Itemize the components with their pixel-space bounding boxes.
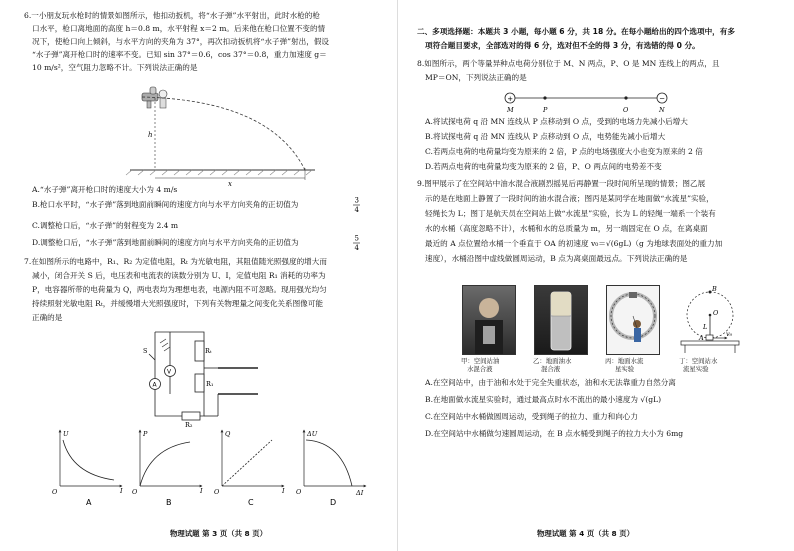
graph-b-x: I (200, 487, 203, 495)
q9-option-d: D.在空间站中水桶做匀速圆周运动，在 B 点水桶受到绳子的拉力大小为 6mg (425, 429, 684, 438)
point-b: B (712, 285, 717, 293)
q7-line: 正确的是 (32, 313, 63, 322)
fraction-denominator: 4 (354, 206, 359, 214)
point-a: A (699, 334, 704, 342)
q7-line: P，电容器所带的电荷量为 Q，两电表均为理想电表，电源内阻不可忽略。现用强光均匀 (32, 285, 327, 294)
caption-yi-line2: 混合液 (541, 365, 561, 373)
q8-option-b: B.将试探电荷 q 沿 MN 连线从 P 点移动到 O 点，电势能先减小后增大 (425, 132, 666, 141)
voltmeter-icon: V (167, 368, 172, 376)
q6-option-a: A.“水子弹”离开枪口时的速度大小为 4 m/s (32, 185, 178, 194)
graph-d-y: ΔU (307, 430, 318, 438)
initial-velocity-v0: v₀ (726, 330, 733, 338)
q9-option-a: A.在空间站中，由于油和水处于完全失重状态，油和水无法靠重力自然分离 (425, 378, 676, 387)
right-page (397, 0, 794, 551)
graph-b-letter: B (166, 498, 172, 507)
point-p: P (543, 106, 548, 114)
space-water-meteor-diagram (675, 283, 745, 355)
point-n: N (659, 106, 665, 114)
q6-option-d: D.调整枪口后，“水子弹”落到地面前瞬间的速度方向与水平方向夹角的正切值为 (32, 238, 299, 247)
q9-line: 速度），水桶沿图中虚线做圆周运动，B 点为离桌面最远点。下列说法正确的是 (425, 254, 688, 263)
graph-d-origin: O (296, 488, 302, 496)
q6-option-b: B.枪口水平时，“水子弹”落到地面前瞬间的速度方向与水平方向夹角的正切值为 (32, 200, 299, 209)
graph-a-y: U (63, 430, 69, 438)
q6-fraction-d (353, 233, 361, 253)
q7-line: 减小，闭合开关 S 后，电压表和电流表的读数分别为 U、I，定值电阻 R₁ 消耗的功率为 (32, 271, 326, 280)
caption-ding-line1: 丁：空间站水 (679, 357, 718, 365)
q6-line: 口水平，枪口离地面的高度 h＝0.8 m，水平射程 x＝2 m。后来他在枪口位置不变的情 (32, 24, 326, 33)
plus-sign: + (507, 94, 514, 103)
trajectory-curve (142, 97, 305, 170)
graph-c (214, 430, 285, 507)
section-header: 二、多项选择题：本题共 3 小题，每小题 6 分，共 18 分。在每小题给出的四个选项中，有多 (417, 27, 735, 36)
section-header-line2: 项符合题目要求，全部选对的得 6 分，选对但不全的得 3 分，有选错的得 0 分。 (425, 41, 700, 50)
graph-c-y: Q (225, 430, 231, 438)
water-gun-figure (120, 82, 320, 188)
q9-line: 轻绳长为 L；图丁是航天员在空间站上做“水流星”实验，长为 L 的轻绳一端系一个装有 (425, 209, 716, 218)
caption-ding-line2: 流星实验 (683, 365, 709, 373)
q8-option-a: A.将试探电荷 q 沿 MN 连线从 P 点移动到 O 点，受到的电场力先减小后增大 (425, 117, 688, 126)
point-m: M (507, 106, 514, 114)
circuit-diagram (140, 326, 270, 429)
ammeter-icon: A (152, 381, 157, 389)
photo-space-oil-water (462, 285, 516, 355)
q8-line: 8.如图所示，两个等量异种点电荷分别位于 M、N 两点，P、O 是 MN 连线上的两点，且 (417, 59, 720, 68)
graph-c-x: I (282, 487, 285, 495)
q9-line: 示的是在地面上静置了一段时间的油水混合液；图丙是某同学在地面做“水流星”实验， (425, 194, 714, 203)
q6-option-c: C.调整枪口后，“水子弹”的射程变为 2.4 m (32, 221, 179, 230)
graph-d-letter: D (330, 498, 337, 507)
graph-d-x: ΔI (356, 489, 364, 497)
graph-b-origin: O (132, 488, 138, 496)
graph-a-x: I (120, 487, 123, 495)
graph-a-origin: O (52, 488, 58, 496)
charge-line-figure (502, 88, 672, 114)
graph-c-letter: C (248, 498, 254, 507)
q6-fraction-b (353, 195, 361, 215)
q8-option-d: D.若两点电荷的电荷量均变为原来的 2 倍，P、O 两点间的电势差不变 (425, 162, 662, 171)
q6-line: 6.一小朋友玩水枪时的情景如图所示，他扣动扳机，将“水子弹”水平射出，此时水枪的枪 (24, 11, 320, 20)
caption-jia-line1: 甲：空间站油 (461, 357, 500, 365)
fraction-numerator: 5 (354, 234, 359, 243)
fraction-denominator: 4 (354, 244, 359, 252)
q9-line: 水的水桶（高度忽略不计），水桶和水的总质量为 m，另一端固定在 O 点，在离桌面 (425, 224, 708, 233)
child-head-icon (159, 90, 167, 98)
point-o-center: O (713, 309, 719, 317)
q8-line: MP＝ON，下列说法正确的是 (425, 73, 527, 82)
point-o: O (623, 106, 629, 114)
q7-line: 7.在如图所示的电路中，R₁、R₂ 为定值电阻，Rₜ 为光敏电阻，其阻值随光照强度的增大而 (24, 257, 327, 266)
q9-option-c: C.在空间站中水桶做圆周运动，受到绳子的拉力、重力和向心力 (425, 412, 638, 421)
label-r1: R₁ (206, 380, 214, 388)
graph-d (296, 430, 366, 507)
q6-line: “水子弹”离开枪口时的速率不变。已知 sin 37°＝0.6，cos 37°＝0.8，重力加速度 g＝ (32, 50, 327, 59)
photo-ground-water-meteor (606, 285, 660, 355)
q6-line: 10 m/s²，空气阻力忽略不计。下列说法正确的是 (32, 63, 198, 72)
caption-bing-line1: 丙：地面水流 (605, 357, 644, 365)
graph-b-y: P (143, 430, 148, 438)
q9-option-b: B.在地面做水流星实验时，通过最高点时水不流出的最小速度为 √(gL) (425, 395, 662, 404)
page-footer-right: 物理试题 第 4 页（共 8 页） (537, 529, 635, 538)
graph-a-letter: A (86, 498, 92, 507)
fig-label-h: h (148, 131, 153, 139)
photo-ground-oil-water (534, 285, 588, 355)
q7-line: 持续照射光敏电阻 Rₜ，并缓慢增大光照强度时，下列有关物理量之间变化关系图像可能 (32, 299, 323, 308)
q9-line: 9.图甲展示了在空间站中油水混合液剧烈摇晃后再静置一段时间所呈现的情景；图乙展 (417, 179, 706, 188)
label-switch-s: S (143, 347, 148, 355)
label-r2: R₂ (185, 421, 193, 429)
q8-option-c: C.若两点电荷的电荷量均变为原来的 2 倍，P 点的电场强度大小也变为原来的 2 倍 (425, 147, 703, 156)
fraction-numerator: 3 (354, 196, 359, 205)
q9-line: 最近的 A 点位置给水桶一个垂直于 OA 的初速度 v₀＝√(6gL)（g 为地球表面处的重力加 (425, 239, 723, 248)
page-footer-left: 物理试题 第 3 页（共 8 页） (170, 529, 268, 538)
minus-sign: − (659, 94, 666, 103)
rope-length-l: L (703, 323, 708, 331)
caption-bing-line2: 星实验 (615, 365, 635, 373)
graph-a (52, 430, 123, 507)
label-rt: Rₜ (205, 347, 212, 355)
graph-b (132, 430, 203, 507)
q6-line: 况下，使枪口向上倾斜，与水平方向的夹角为 37°，再次扣动扳机将“水子弹”射出，假设 (32, 37, 330, 46)
graph-c-origin: O (214, 488, 220, 496)
graph-options (50, 428, 370, 510)
caption-jia-line2: 水混合液 (467, 365, 493, 373)
caption-yi-line1: 乙：地面油水 (533, 357, 572, 365)
fig-label-x: x (228, 180, 232, 188)
